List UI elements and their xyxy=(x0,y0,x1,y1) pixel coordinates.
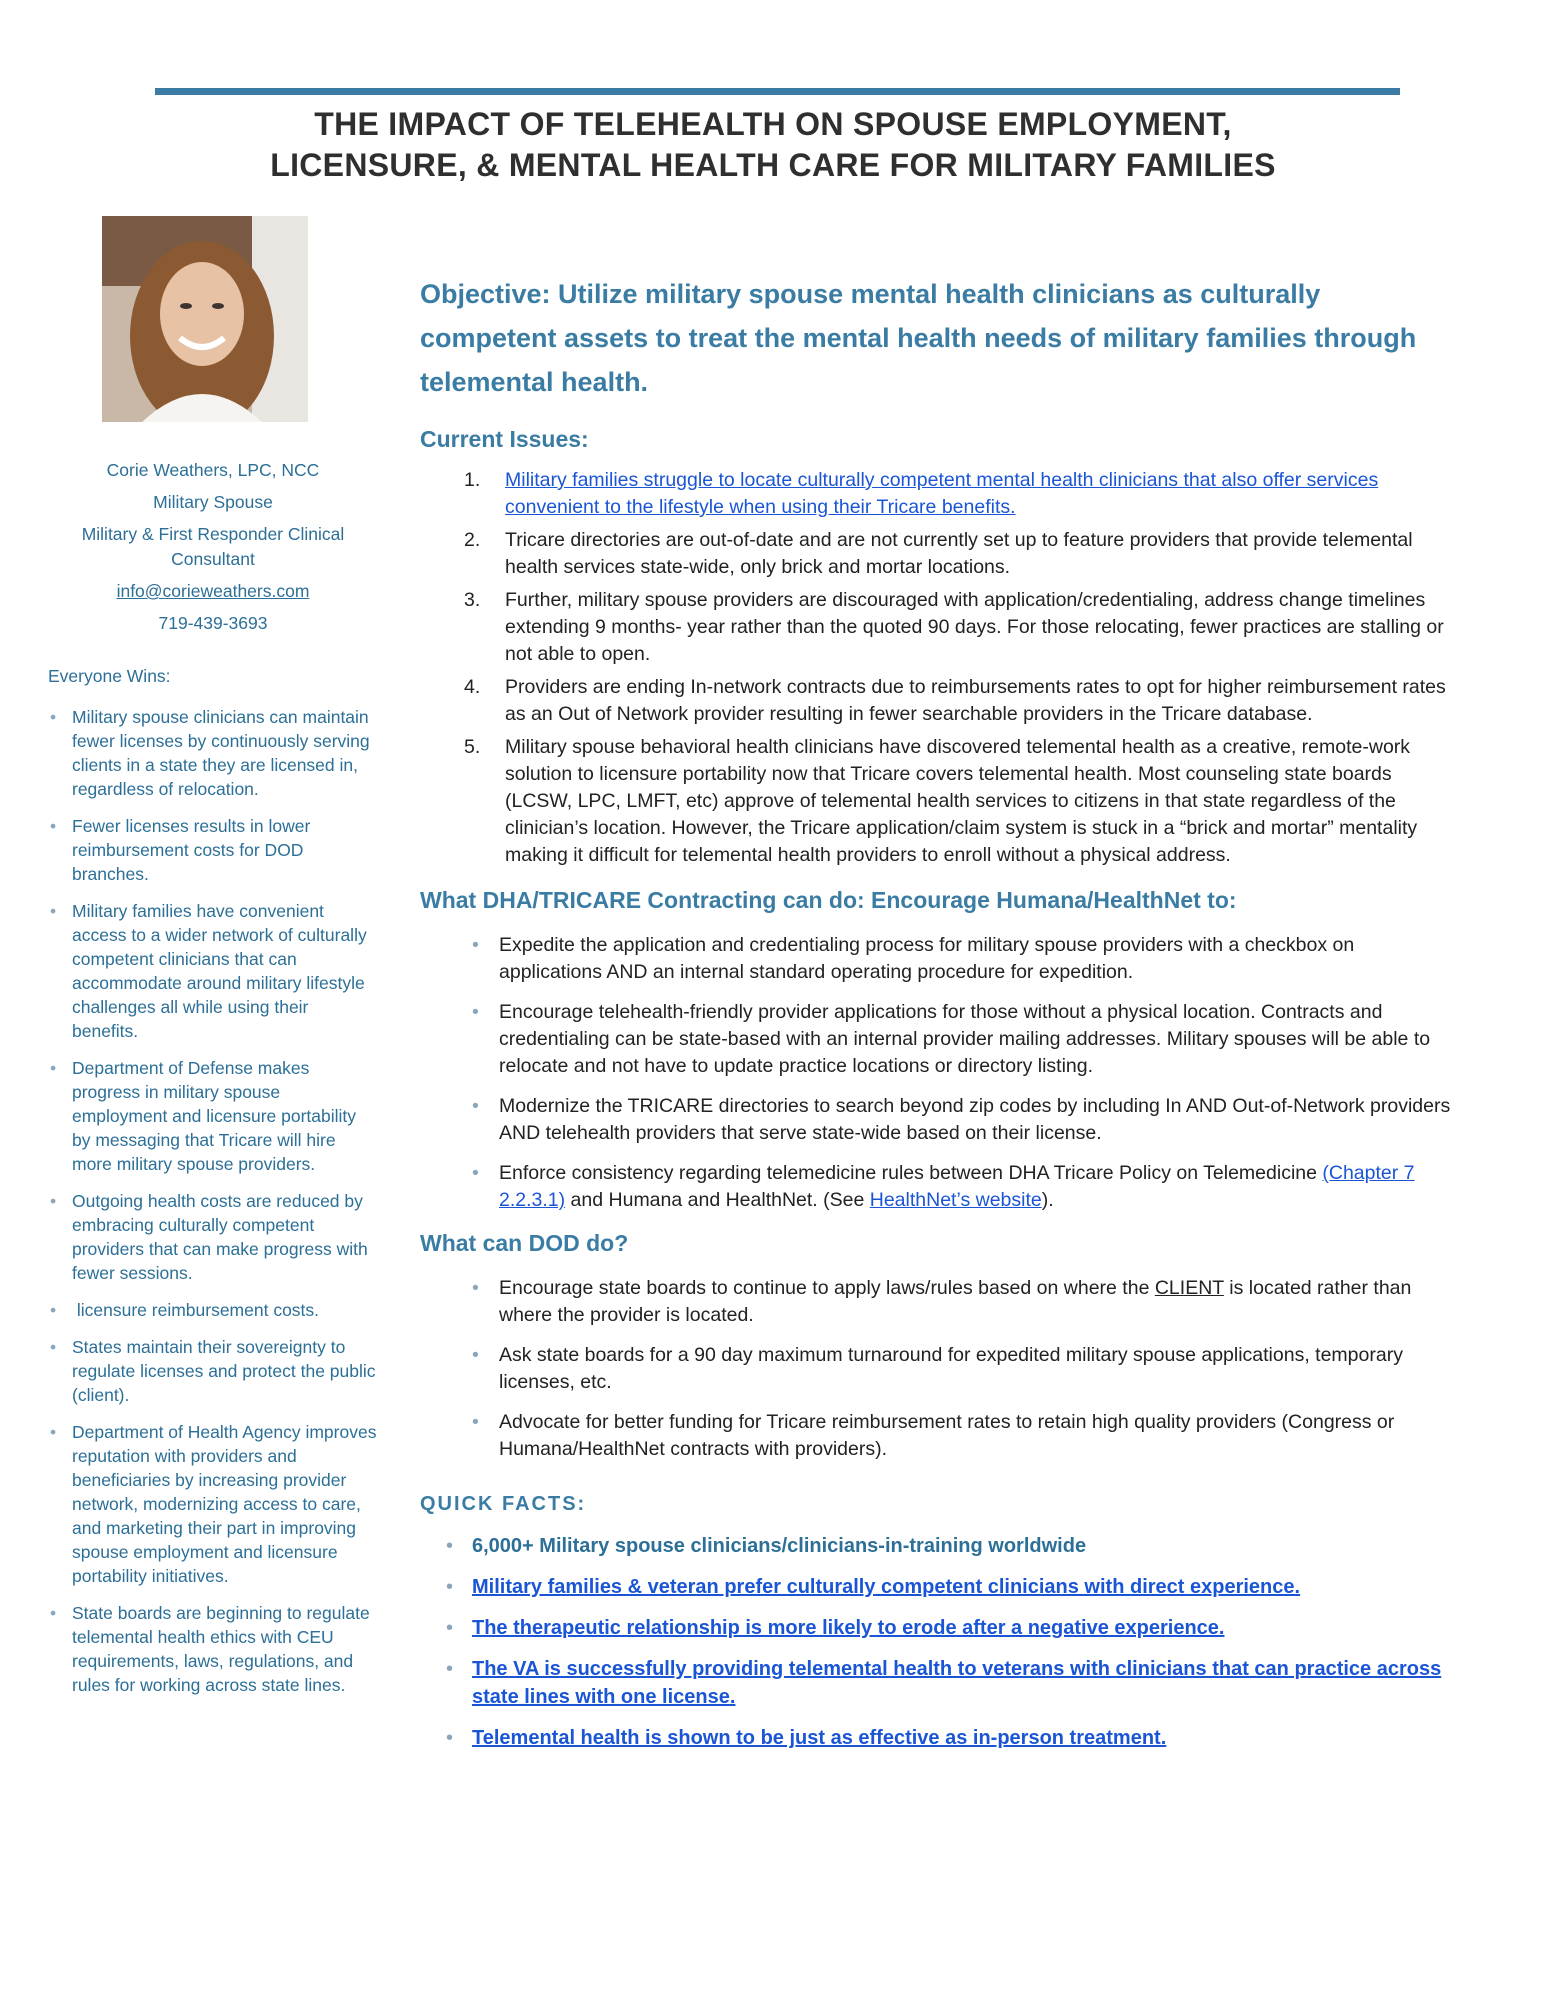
list-item: 5. Military spouse behavioral health clinicians have discovered telemental health as a creative, remote-work solution to licensure portability now that Tricare covers telemental health. Most counseling state boards (LCSW, LPC, LMFT, etc) approve of telemental health services to citizens in that state regardless of the clinician’s location. However, the Tricare application/claim system is stuck in a “brick and mortar” mentality making it difficult for telemental health providers to enroll without a physical address. xyxy=(464,736,1418,866)
list-item: • Advocate for better funding for Tricare reimbursement rates to retain high quality providers (Congress or Humana/HealthNet contracts with providers). xyxy=(472,1411,1395,1460)
quick-facts-list xyxy=(420,1532,1460,1752)
list-item: • Military families have convenient access to a wider network of culturally competent clinicians that can accommodate around military lifestyle challenges all while using their benefits. xyxy=(50,901,367,1041)
current-issues-heading: Current Issues: xyxy=(420,426,589,452)
issue-1-link[interactable]: Military families struggle to locate culturally competent mental health clinicians that also offer services convenient to the lifestyle when using their Tricare benefits. xyxy=(505,469,1379,518)
page-title xyxy=(0,104,1546,186)
list-item: • State boards are beginning to regulate telemental health ethics with CEU requirements, laws, regulations, and rules for working across state lines. xyxy=(50,1603,370,1695)
profile-role: Military Spouse xyxy=(153,492,273,512)
list-item: • Ask state boards for a 90 day maximum turnaround for expedited military spouse applications, temporary licenses, etc. xyxy=(472,1344,1403,1393)
objective-statement: Objective: Utilize military spouse mental health clinicians as culturally competent assets to treat the mental health needs of military families through telemental health. xyxy=(420,279,1417,397)
profile-name: Corie Weathers, LPC, NCC xyxy=(106,460,320,480)
everyone-wins-heading: Everyone Wins: xyxy=(48,666,171,686)
fact-link[interactable]: The therapeutic relationship is more likely to erode after a negative experience. xyxy=(472,1617,1225,1639)
profile-photo xyxy=(102,216,308,422)
phone-number: 719-439-3693 xyxy=(158,613,268,633)
list-item: 3. Further, military spouse providers are discouraged with application/credentialing, address change timelines extending 9 months- year rather than the quoted 90 days. For those relocating, fewer practices are stalling or not able to open. xyxy=(464,589,1444,665)
list-item: • licensure reimbursement costs. xyxy=(50,1300,320,1320)
list-item: 1. Military families struggle to locate culturally competent mental health clinicians that also offer services convenient to the lifestyle when using their Tricare benefits. xyxy=(464,469,1379,518)
list-item: • Encourage state boards to continue to apply laws/rules based on where the CLIENT is located rather than where the provider is located. xyxy=(472,1277,1412,1326)
list-item: 4. Providers are ending In-network contracts due to reimbursements rates to opt for higher reimbursement rates as an Out of Network provider resulting in fewer searchable providers in the Tricare database. xyxy=(464,676,1446,725)
chapter-7-link[interactable]: (Chapter 7 2.2.3.1) xyxy=(499,1162,1415,1211)
dha-list xyxy=(420,932,1460,1214)
top-rule xyxy=(155,88,1400,95)
contact-card xyxy=(48,458,378,636)
list-item: • Enforce consistency regarding telemedicine rules between DHA Tricare Policy on Telemedicine (Chapter 7 2.2.3.1) and Humana and HealthNet. (See HealthNet’s website). xyxy=(472,1162,1415,1211)
list-item: • The therapeutic relationship is more likely to erode after a negative experience. xyxy=(446,1617,1225,1639)
list-item: 2. Tricare directories are out-of-date and are not currently set up to feature providers that provide telemental health services state-wide, only brick and mortar locations. xyxy=(464,529,1413,578)
fact-link[interactable]: Telemental health is shown to be just as effective as in-person treatment. xyxy=(472,1727,1167,1749)
list-item: • Encourage telehealth-friendly provider applications for those without a physical location. Contracts and credentialing can be state-based with an internal provider mailing addresses. Military spouses will be able to relocate and not have to update practice locations or directory listing. xyxy=(472,1001,1431,1077)
dod-heading: What can DOD do? xyxy=(420,1230,629,1256)
dha-heading: What DHA/TRICARE Contracting can do: Encourage Humana/HealthNet to: xyxy=(420,887,1237,913)
main-content xyxy=(420,272,1460,1765)
sidebar xyxy=(48,458,378,1710)
list-item: • Fewer licenses results in lower reimbursement costs for DOD branches. xyxy=(50,816,311,884)
email-link[interactable]: info@corieweathers.com xyxy=(116,581,310,601)
fact-link[interactable]: The VA is successfully providing telemental health to veterans with clinicians that can practice across state lines with one license. xyxy=(472,1658,1442,1708)
list-item: • Modernize the TRICARE directories to search beyond zip codes by including In AND Out-of-Network providers AND telehealth providers that serve state-wide based on their license. xyxy=(472,1095,1451,1144)
portrait-image xyxy=(102,216,308,422)
dod-list xyxy=(420,1275,1460,1463)
list-item: • Outgoing health costs are reduced by embracing culturally competent providers that can make progress with fewer sessions. xyxy=(50,1191,368,1283)
list-item: • Department of Defense makes progress in military spouse employment and licensure portability by messaging that Tricare will hire more military spouse providers. xyxy=(50,1058,357,1174)
list-item: • Telemental health is shown to be just as effective as in-person treatment. xyxy=(446,1727,1167,1749)
current-issues-list xyxy=(420,467,1460,869)
title-line-2: LICENSURE, & MENTAL HEALTH CARE FOR MILITARY FAMILIES xyxy=(270,147,1276,183)
list-item: • Expedite the application and credentialing process for military spouse providers with a checkbox on applications AND an internal standard operating procedure for expedition. xyxy=(472,934,1355,983)
quick-facts-heading: QUICK FACTS: xyxy=(420,1493,587,1515)
list-item: • The VA is successfully providing telemental health to veterans with clinicians that can practice across state lines with one license. xyxy=(446,1658,1442,1708)
list-item: • Department of Health Agency improves reputation with providers and beneficiaries by increasing provider network, modernizing access to care, and marketing their part in improving spouse employment and licensure portability initiatives. xyxy=(50,1422,377,1586)
client-emphasis: CLIENT xyxy=(1154,1277,1224,1299)
list-item: • Military spouse clinicians can maintain fewer licenses by continuously serving clients in a state they are licensed in, regardless of relocation. xyxy=(50,707,370,799)
list-item: • Military families & veteran prefer culturally competent clinicians with direct experience. xyxy=(446,1576,1301,1598)
list-item: • 6,000+ Military spouse clinicians/clinicians-in-training worldwide xyxy=(446,1535,1087,1557)
healthnet-website-link[interactable]: HealthNet’s website xyxy=(869,1189,1042,1211)
list-item: • States maintain their sovereignty to regulate licenses and protect the public (client). xyxy=(50,1337,376,1405)
fact-link[interactable]: Military families & veteran prefer culturally competent clinicians with direct experience. xyxy=(472,1576,1301,1598)
title-line-1: THE IMPACT OF TELEHEALTH ON SPOUSE EMPLOYMENT, xyxy=(314,106,1232,142)
profile-title: Military & First Responder Clinical Consultant xyxy=(81,524,345,569)
everyone-wins-list xyxy=(48,705,378,1697)
